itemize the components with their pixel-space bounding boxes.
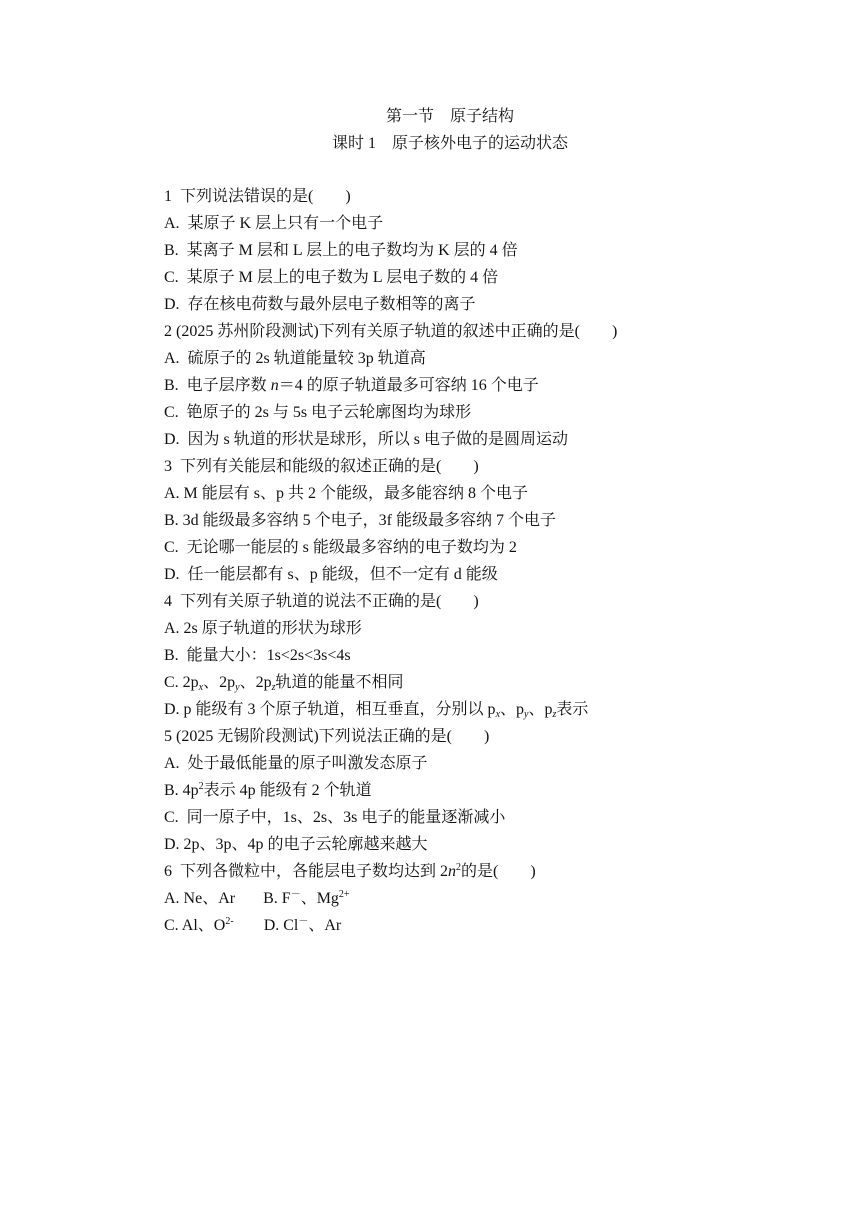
question-5-option-a: A. 处于最低能量的原子叫激发态原子 [164,755,428,772]
question-1-option-a: A. 某原子 K 层上只有一个电子 [164,215,384,232]
question-5-stem: 5 (2025 无锡阶段测试)下列说法正确的是( ) [164,728,490,745]
subscript: x [495,709,501,720]
question-6-options-ab [164,889,824,916]
question-4-option-a: A. 2s 原子轨道的形状为球形 [164,620,362,637]
option-text: 、Ar [308,917,342,934]
question-4-option-c [164,673,824,700]
subscript: z [271,682,276,693]
question-2-option-b [164,376,824,403]
subscript: y [235,682,240,693]
question-2-stem: 2 (2025 苏州阶段测试)下列有关原子轨道的叙述中正确的是( ) [164,323,618,340]
option-text: 表示 [556,701,589,718]
variable-n: n [448,863,457,880]
subscript: x [198,682,204,693]
superscript: 2 [198,781,204,792]
variable-n: n [270,377,279,394]
option-text: ＝4 的原子轨道最多可容纳 16 个电子 [278,377,539,394]
question-1-option-c: C. 某原子 M 层上的电子数为 L 层电子数的 4 倍 [164,269,499,286]
question-3-stem: 3 下列有关能层和能级的叙述正确的是( ) [164,458,479,475]
superscript: － [290,889,301,900]
question-6-options-cd [164,916,824,943]
option-a: A. Ne、Ar [164,890,236,907]
option-text: 、2p [239,674,272,691]
stem-text: 的是( ) [461,863,536,880]
question-list [164,187,824,943]
question-2-option-a: A. 硫原子的 2s 轨道能量较 3p 轨道高 [164,350,426,367]
option-text: D. p 能级有 3 个原子轨道，相互垂直，分别以 p [164,701,496,718]
question-1-option-b: B. 某离子 M 层和 L 层上的电子数均为 K 层的 4 倍 [164,242,518,259]
question-5-option-c: C. 同一原子中，1s、2s、3s 电子的能量逐渐减小 [164,809,506,826]
question-5-option-d: D. 2p、3p、4p 的电子云轮廓越来越大 [164,836,428,853]
question-4-option-b: B. 能量大小：1s<2s<3s<4s [164,647,351,664]
question-4-option-d [164,700,824,727]
lesson-title: 课时 1 原子核外电子的运动状态 [331,135,568,152]
superscript: 2+ [338,889,350,900]
superscript: － [298,916,309,927]
question-6-stem [164,862,824,889]
question-3-option-c: C. 无论哪一能层的 s 能级最多容纳的电子数均为 2 [164,539,517,556]
question-3-option-a: A. M 能层有 s、p 共 2 个能级，最多能容纳 8 个电子 [164,485,529,502]
question-1-option-d: D. 存在核电荷数与最外层电子数相等的离子 [164,296,476,313]
question-5-option-b [164,781,824,808]
question-2-option-c: C. 铯原子的 2s 与 5s 电子云轮廓图均为球形 [164,404,472,421]
option-text: 表示 4p 能级有 2 个轨道 [203,782,372,799]
stem-text: 6 下列各微粒中，各能层电子数均达到 2 [164,863,449,880]
option-text: 轨道的能量不相同 [275,674,404,691]
question-3-option-b: B. 3d 能级最多容纳 5 个电子，3f 能级最多容纳 7 个电子 [164,512,557,529]
superscript: 2- [225,916,234,927]
question-2-option-d: D. 因为 s 轨道的形状是球形，所以 s 电子做的是圆周运动 [164,431,569,448]
option-text: B. F [263,890,291,907]
option-text: B. 4p [164,782,199,799]
subscript: y [524,709,529,720]
option-text: B. 电子层序数 [164,377,271,394]
option-text: 、p [528,701,553,718]
question-4-stem: 4 下列有关原子轨道的说法不正确的是( ) [164,593,479,610]
question-1-stem: 1 下列说法错误的是( ) [164,188,351,205]
question-3-option-d: D. 任一能层都有 s、p 能级，但不一定有 d 能级 [164,566,498,583]
section-title: 第一节 原子结构 [385,108,514,125]
subscript: z [552,709,557,720]
option-text: C. 2p [164,674,199,691]
option-text: 、Mg [300,890,339,907]
option-text: 、p [500,701,525,718]
superscript: 2 [456,862,462,873]
option-text: D. Cl [263,917,299,934]
option-text: 、2p [203,674,236,691]
option-text: C. Al、O [164,917,226,934]
